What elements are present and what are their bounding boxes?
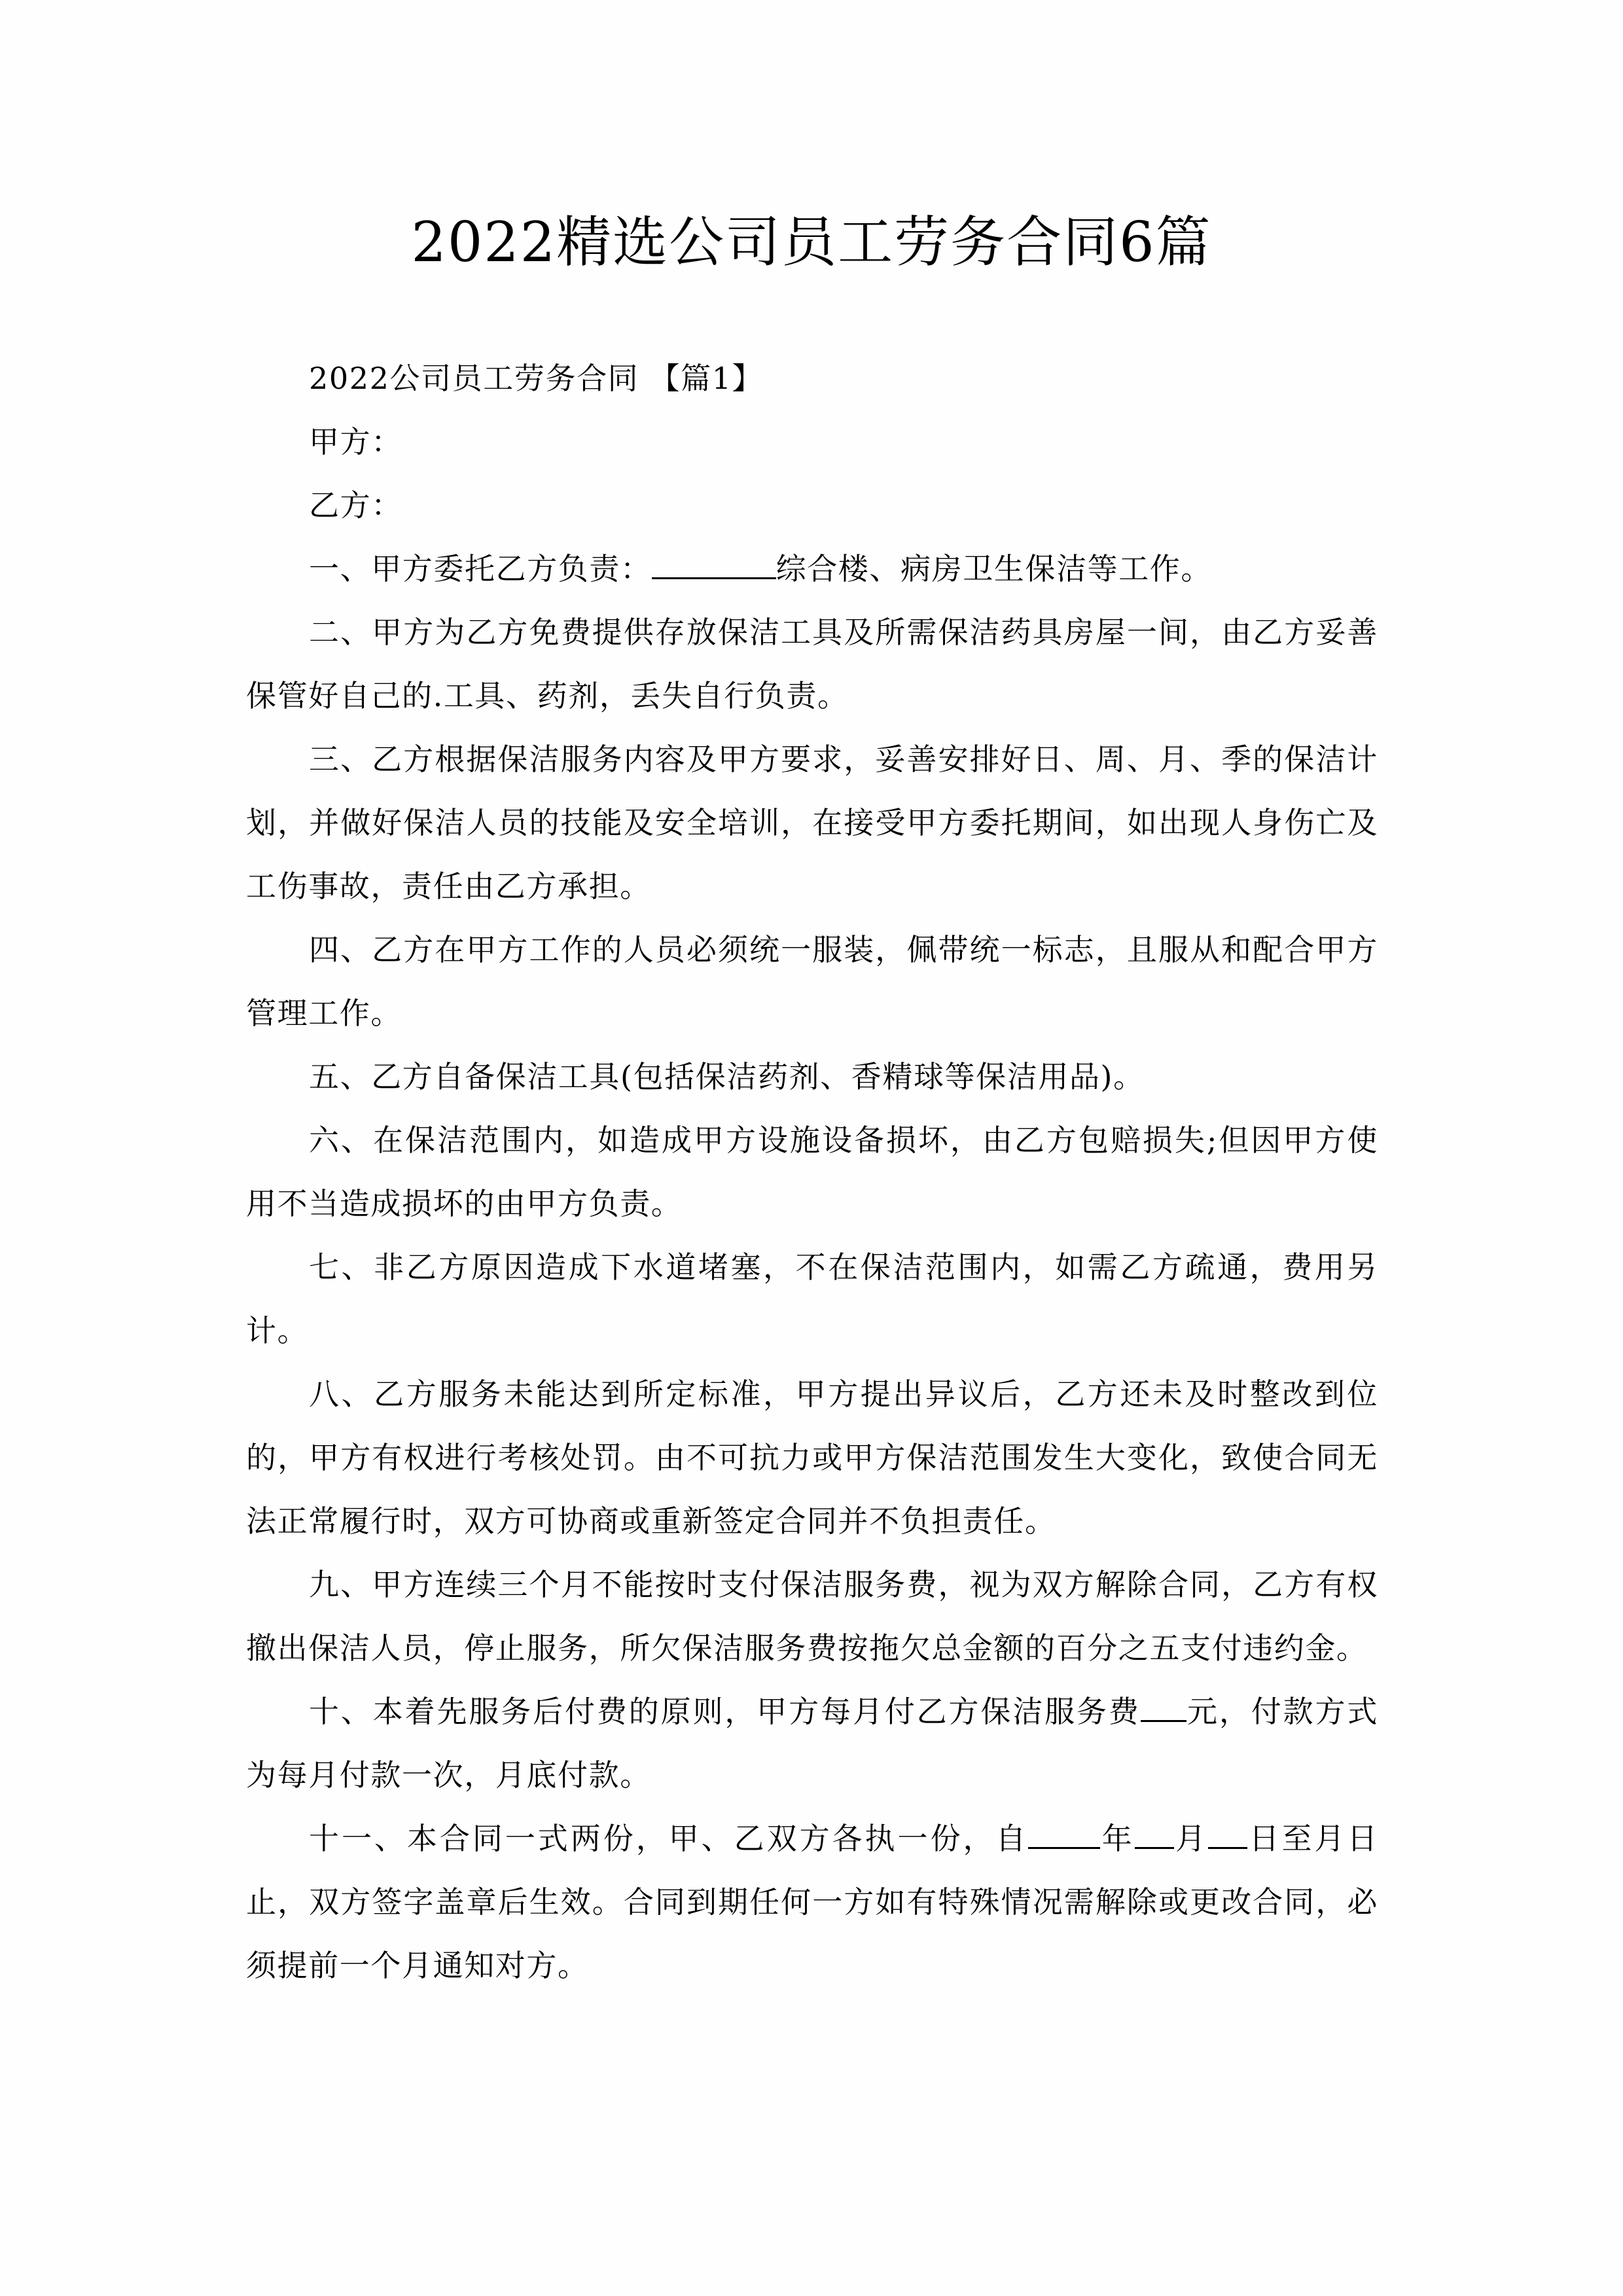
clause-1-pre: 一、甲方委托乙方负责： bbox=[309, 551, 652, 586]
clause-7: 七、非乙方原因造成下水道堵塞，不在保洁范围内，如需乙方疏通，费用另计。 bbox=[246, 1249, 1378, 1348]
clause-11-post: 日至月日止，双方签字盖章后生效。合同到期任何一方如有特殊情况需解除或更改合同，必须提前一个月通知对方。 bbox=[246, 1821, 1379, 1983]
clause-10-post: 元，付款方式为每月付款一次，月底付款。 bbox=[246, 1694, 1378, 1793]
clause-8: 八、乙方服务未能达到所定标准，甲方提出异议后，乙方还未及时整改到位的，甲方有权进行考核处罚。由不可抗力或甲方保洁范围发生大变化，致使合同无法正常履行时，双方可协商或重新签定合同并不负担责任。 bbox=[246, 1376, 1378, 1539]
clause-1-post: 综合楼、病房卫生保洁等工作。 bbox=[776, 551, 1213, 586]
section-heading: 2022公司员工劳务合同 【篇1】 bbox=[309, 361, 764, 396]
document-title: 2022精选公司员工劳务合同6篇 bbox=[411, 210, 1212, 274]
blank-field-month[interactable] bbox=[1135, 1821, 1174, 1849]
blank-field-year[interactable] bbox=[1028, 1821, 1100, 1849]
clause-11-year-label: 年 bbox=[1100, 1821, 1135, 1856]
document-body bbox=[246, 347, 1378, 1998]
clause-2: 二、甲方为乙方免费提供存放保洁工具及所需保洁药具房屋一间，由乙方妥善保管好自己的.工具、药剂，丢失自行负责。 bbox=[246, 615, 1378, 713]
clause-11-pre: 十一、本合同一式两份，甲、乙双方各执一份，自 bbox=[309, 1821, 1029, 1856]
party-b-label: 乙方： bbox=[309, 488, 402, 523]
clause-5: 五、乙方自备保洁工具(包括保洁药剂、香精球等保洁用品)。 bbox=[309, 1059, 1145, 1094]
clause-3: 三、乙方根据保洁服务内容及甲方要求，妥善安排好日、周、月、季的保洁计划，并做好保洁人员的技能及安全培训，在接受甲方委托期间，如出现人身伤亡及工伤事故，责任由乙方承担。 bbox=[246, 742, 1378, 904]
clause-6: 六、在保洁范围内，如造成甲方设施设备损坏，由乙方包赔损失;但因甲方使用不当造成损坏的由甲方负责。 bbox=[246, 1122, 1378, 1221]
clause-4: 四、乙方在甲方工作的人员必须统一服装，佩带统一标志，且服从和配合甲方管理工作。 bbox=[246, 932, 1378, 1031]
clause-10 bbox=[246, 1680, 1378, 1807]
blank-field-area[interactable] bbox=[652, 551, 776, 579]
blank-field-fee[interactable] bbox=[1141, 1694, 1186, 1722]
blank-field-day[interactable] bbox=[1208, 1821, 1247, 1849]
party-a-label: 甲方： bbox=[309, 424, 402, 459]
clause-9: 九、甲方连续三个月不能按时支付保洁服务费，视为双方解除合同，乙方有权撤出保洁人员，停止服务，所欠保洁服务费按拖欠总金额的百分之五支付违约金。 bbox=[246, 1567, 1378, 1666]
clause-11-month-label: 月 bbox=[1173, 1821, 1209, 1856]
clause-10-pre: 十、本着先服务后付费的原则，甲方每月付乙方保洁服务费 bbox=[309, 1694, 1141, 1729]
clause-1 bbox=[246, 537, 1378, 601]
clause-11 bbox=[246, 1807, 1378, 1998]
